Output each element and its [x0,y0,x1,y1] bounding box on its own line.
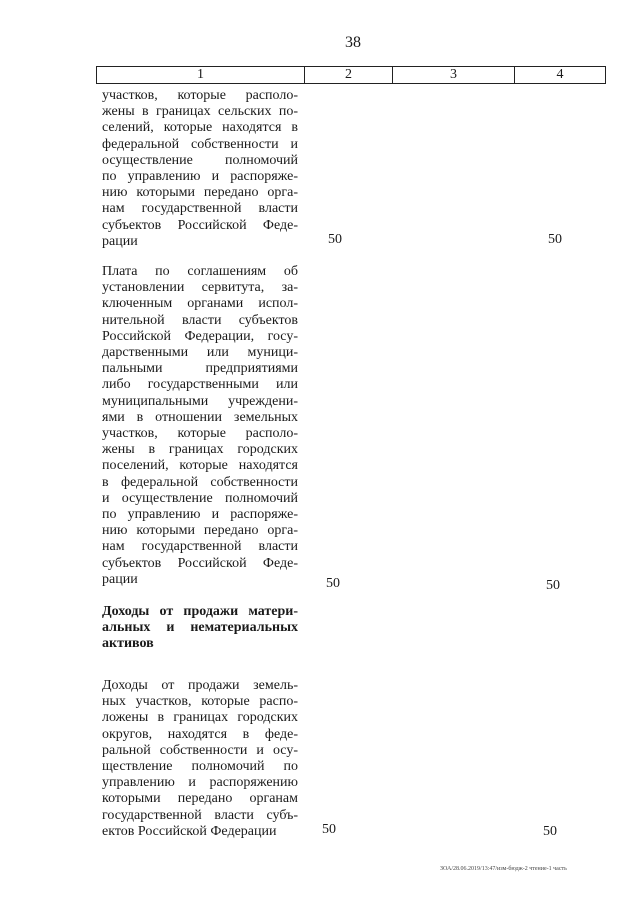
text-line: нительной власти субъектов [102,312,298,328]
document-footer-stamp: ЗОА/28.06.2019/13:47/изм-бюдж-2 чтение-1 часть [440,866,567,872]
row-3-col2-value: 50 [322,822,336,837]
text-line: жены в границах сельских по- [102,104,298,120]
row-text-land-sales [102,678,298,840]
text-line: в федеральной собственности [102,474,298,490]
text-line: ключенным органами испол- [102,296,298,312]
text-line: по управлению и распоряже- [102,507,298,523]
text-line: ями в отношении земельных [102,409,298,425]
text-line: пальными предприятиями [102,361,298,377]
text-line: жены в границах городских [102,442,298,458]
text-line: активов [102,636,154,652]
text-line: Доходы от продажи матери- [102,604,298,619]
table-header-row [96,66,606,84]
text-line: Доходы от продажи земель- [102,678,298,693]
header-cell-4: 4 [556,67,564,82]
text-line: ектов Российской Федерации [102,823,277,839]
row-1-col2-value: 50 [326,576,340,591]
text-line: нам государственной власти [102,539,298,555]
text-line: участков, которые располо- [102,426,298,442]
text-line: поселений, которые находятся [102,458,298,474]
page-number: 38 [345,34,361,51]
text-line: государственной власти субъ- [102,807,298,823]
section-heading-asset-sales [102,604,298,653]
text-line: ществление полномочий по [102,759,298,775]
text-line: которыми передано органам [102,791,298,807]
text-line: рации [102,571,138,587]
text-line: муниципальными учреждени- [102,393,298,409]
header-cell-2: 2 [305,67,393,83]
text-line: Российской Федерации, госу- [102,328,298,344]
text-line: управлению и распоряжению [102,775,298,791]
row-3-col4-value: 50 [543,824,557,839]
text-line: нам государственной власти [102,201,298,217]
row-1-col4-value: 50 [546,578,560,593]
text-line: федеральной собственности и [102,136,298,152]
text-line: ральной собственности и осу- [102,742,298,758]
text-line: округов, находятся в феде- [102,726,298,742]
text-line: либо государственными или [102,377,298,393]
text-line: альных и нематериальных [102,620,298,636]
row-text-rural-settlements [102,88,298,250]
text-line: субъектов Российской Феде- [102,555,298,571]
text-line: осуществление полномочий [102,152,298,168]
text-line: селений, которые находятся в [102,120,298,136]
row-0-col2-value: 50 [328,232,342,247]
text-line: нию которыми передано орга- [102,523,298,539]
text-line: ложены в границах городских [102,710,298,726]
text-line: субъектов Российской Феде- [102,217,298,233]
text-line: ных участков, которые распо- [102,694,298,710]
text-line: дарственными или муници- [102,345,298,361]
text-line: по управлению и распоряже- [102,169,298,185]
text-line: Плата по соглашениям об [102,264,298,279]
text-line: установлении сервитута, за- [102,280,298,296]
row-text-servitude-fee [102,264,298,588]
text-line: нию которыми передано орга- [102,185,298,201]
header-cell-1: 1 [97,67,305,83]
header-cell-3: 3 [393,67,515,83]
row-0-col4-value: 50 [548,232,562,247]
text-line: участков, которые располо- [102,88,298,103]
text-line: и осуществление полномочий [102,490,298,506]
text-line: рации [102,233,138,249]
